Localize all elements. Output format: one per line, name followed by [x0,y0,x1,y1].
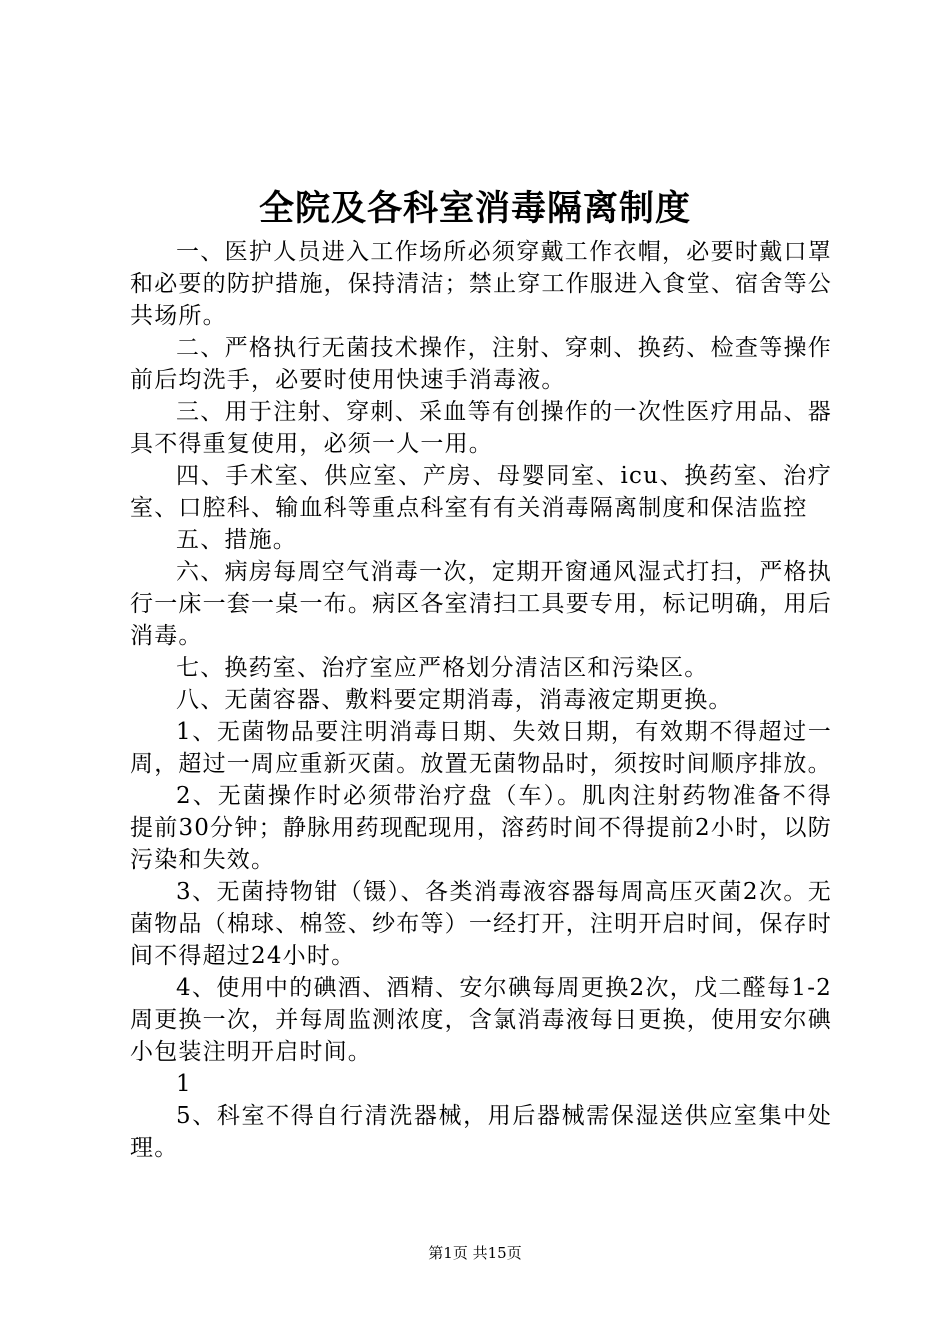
document-body [130,236,832,1164]
document-title: 全院及各科室消毒隔离制度 [258,188,691,229]
inline-page-number: 1 [176,1071,192,1097]
paragraph-7: 七、换药室、治疗室应严格划分清洁区和污染区。 [176,655,709,681]
paragraph-3: 三、用于注射、穿刺、采血等有创操作的一次性医疗用品、器具不得重复使用，必须一人一用。 [130,399,832,457]
paragraph-5: 五、措施。 [176,527,297,553]
paragraph-12: 4、使用中的碘酒、酒精、安尔碘每周更换2次，戊二醛每1-2周更换一次，并每周监测浓度，含氯消毒液每日更换，使用安尔碘小包装注明开启时间。 [130,975,832,1065]
paragraph-9: 1、无菌物品要注明消毒日期、失效日期，有效期不得超过一周，超过一周应重新灭菌。放置无菌物品时，须按时间顺序排放。 [130,719,832,777]
paragraph-13: 5、科室不得自行清洗器械，用后器械需保湿送供应室集中处理。 [130,1103,832,1161]
page-footer: 第1页 共15页 [428,1244,522,1262]
paragraph-8: 八、无菌容器、敷料要定期消毒，消毒液定期更换。 [176,687,733,713]
paragraph-2: 二、严格执行无菌技术操作，注射、穿刺、换药、检查等操作前后均洗手，必要时使用快速手消毒液。 [130,335,832,393]
paragraph-1: 一、医护人员进入工作场所必须穿戴工作衣帽，必要时戴口罩和必要的防护措施，保持清洁；禁止穿工作服进入食堂、宿舍等公共场所。 [130,239,832,329]
paragraph-4: 四、手术室、供应室、产房、母婴同室、icu、换药室、治疗室、口腔科、输血科等重点科室有有关消毒隔离制度和保洁监控 [130,463,832,521]
paragraph-6: 六、病房每周空气消毒一次，定期开窗通风湿式打扫，严格执行一床一套一桌一布。病区各室清扫工具要专用，标记明确，用后消毒。 [130,559,832,649]
paragraph-11: 3、无菌持物钳（镊）、各类消毒液容器每周高压灭菌2次。无菌物品（棉球、棉签、纱布等）一经打开，注明开启时间，保存时间不得超过24小时。 [130,879,832,969]
paragraph-10: 2、无菌操作时必须带治疗盘（车）。肌肉注射药物准备不得提前30分钟；静脉用药现配现用，溶药时间不得提前2小时，以防污染和失效。 [130,783,832,873]
